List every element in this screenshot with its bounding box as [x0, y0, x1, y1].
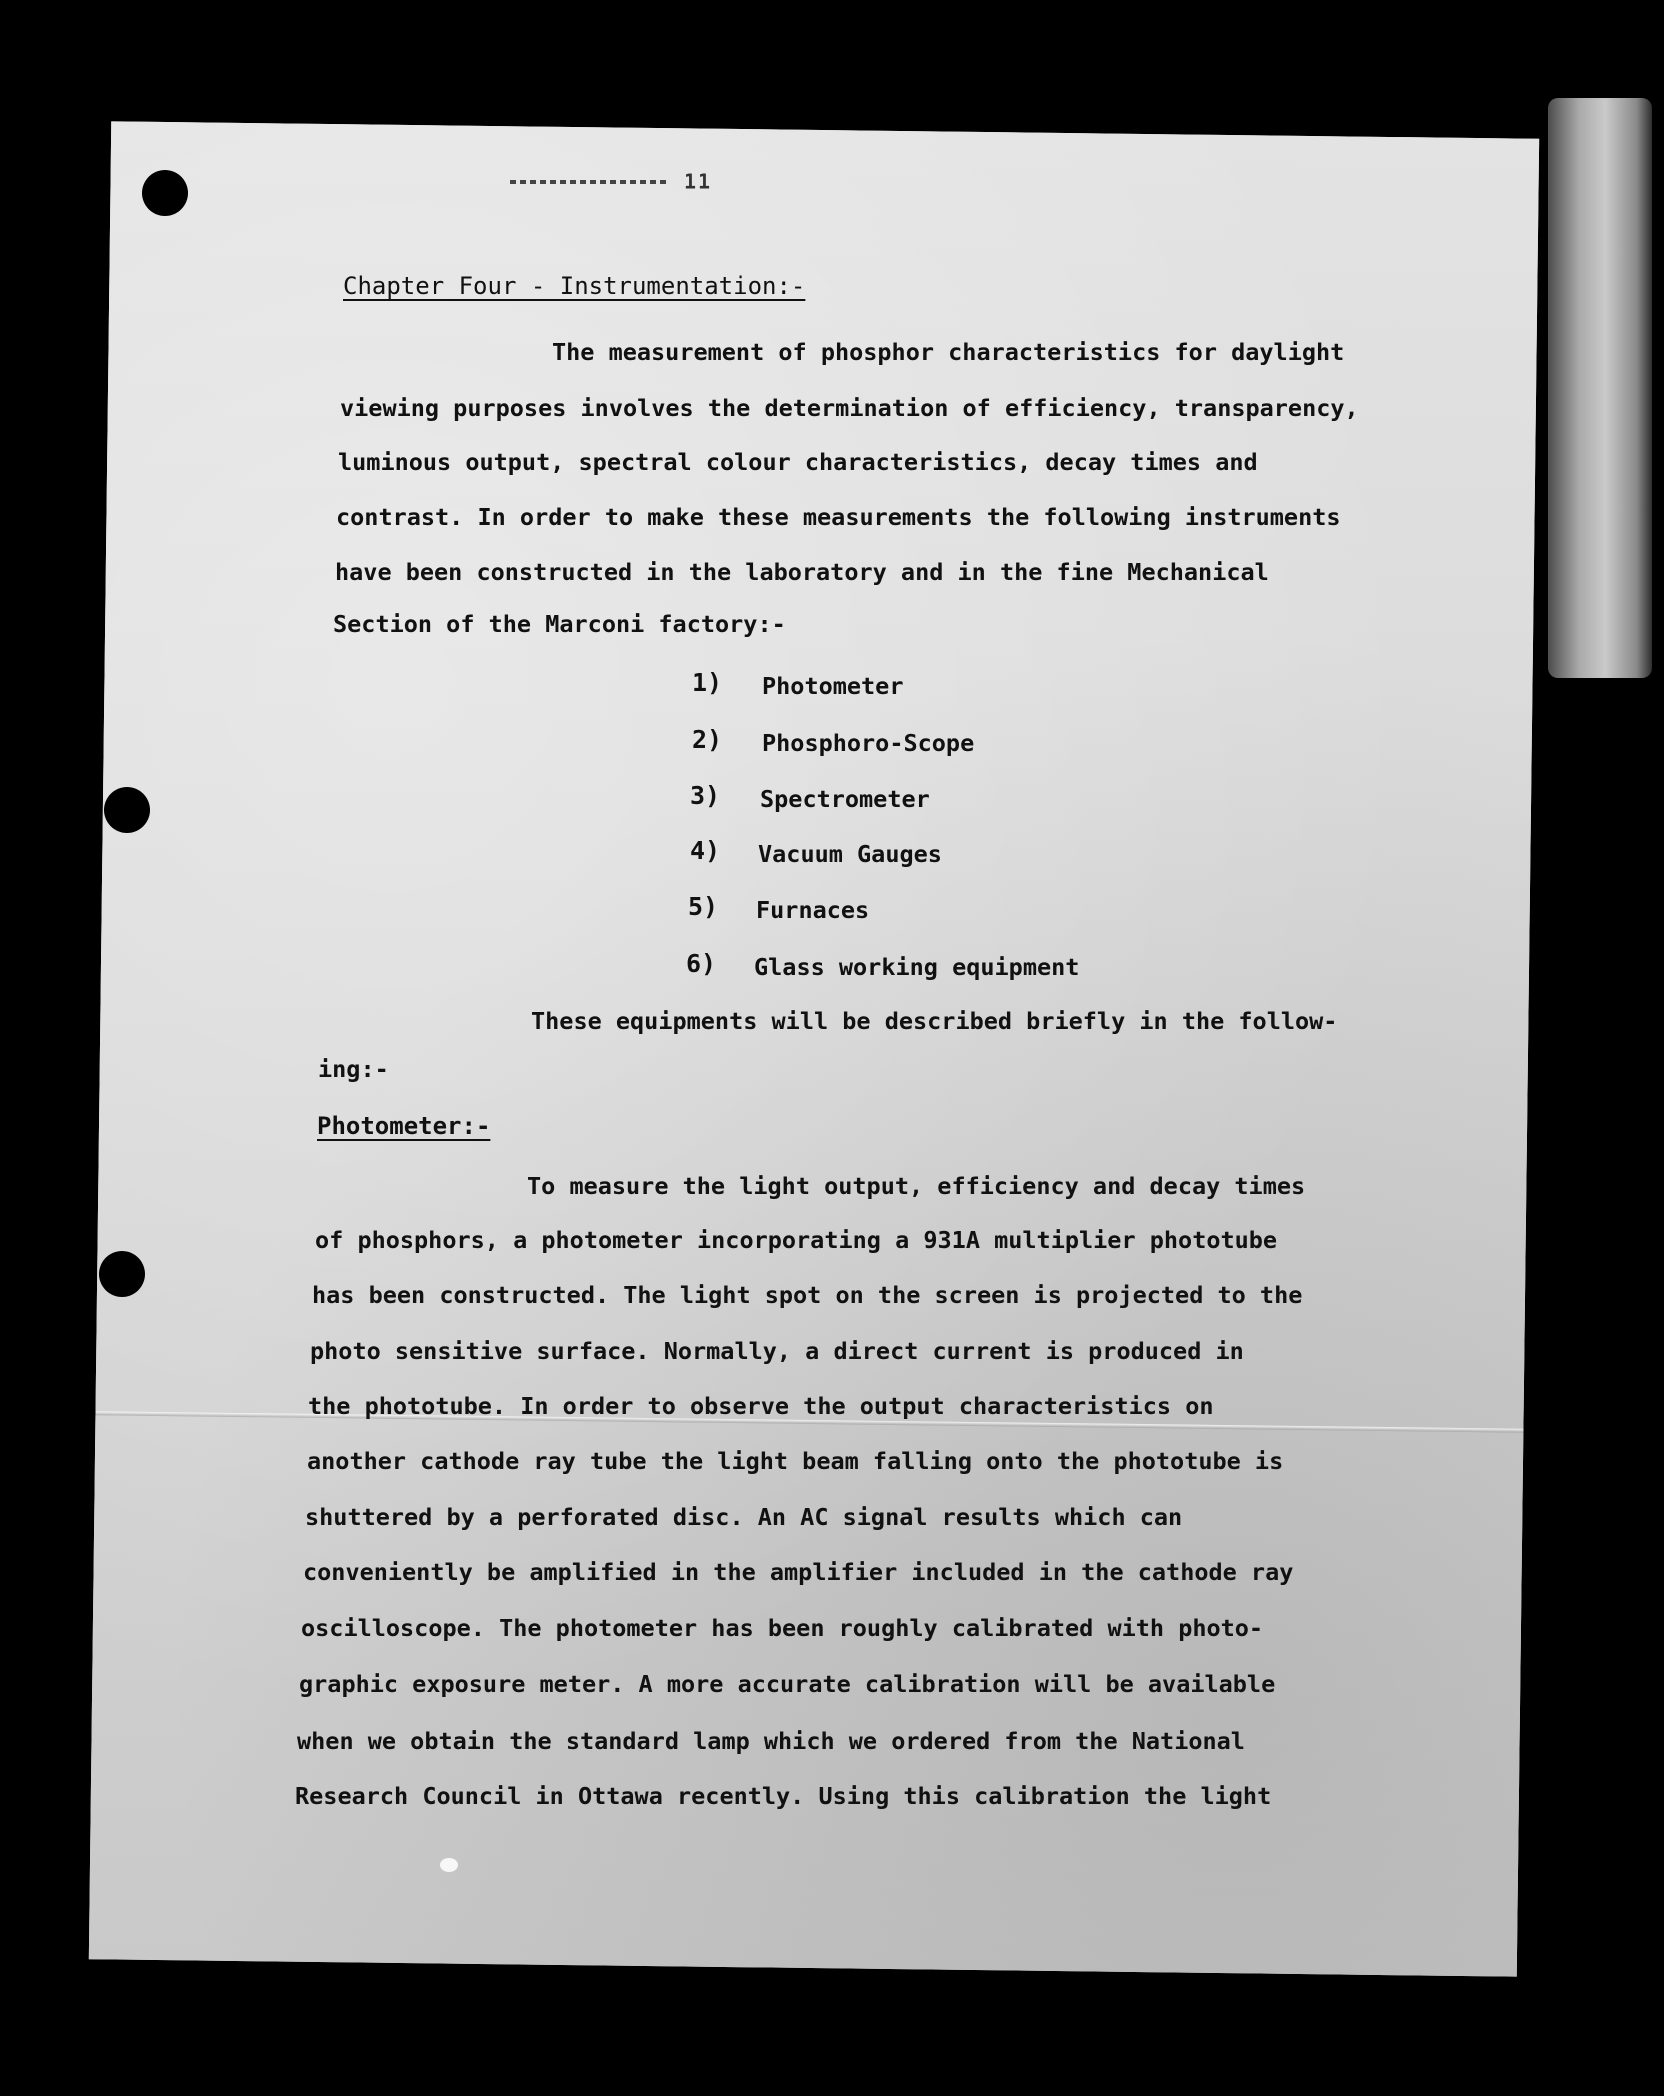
list-item-number: 3) [690, 781, 721, 810]
page-header [510, 168, 750, 198]
intro-line-2: viewing purposes involves the determination of efficiency, transparency, [340, 394, 1359, 422]
list-item-label: Glass working equipment [754, 953, 1080, 981]
following-line-2: ing:- [318, 1055, 389, 1083]
paragraph-line: graphic exposure meter. A more accurate calibration will be available [299, 1670, 1276, 1698]
punch-hole-middle [104, 787, 150, 833]
paragraph-line: To measure the light output, efficiency and decay times [527, 1172, 1306, 1200]
intro-line-5: have been constructed in the laboratory and in the fine Mechanical [335, 558, 1269, 586]
list-item-label: Photometer [762, 672, 904, 700]
list-item-number: 2) [692, 725, 723, 754]
punch-hole-bottom [99, 1251, 145, 1297]
list-item-label: Vacuum Gauges [758, 840, 942, 868]
list-item-label: Phosphoro-Scope [762, 729, 975, 757]
following-line-1: These equipments will be described briefly in the follow- [531, 1007, 1338, 1035]
paragraph-line: oscilloscope. The photometer has been roughly calibrated with photo- [301, 1614, 1264, 1642]
list-item-label: Spectrometer [760, 785, 930, 813]
list-item-number: 5) [688, 892, 719, 921]
list-item-number: 4) [690, 836, 721, 865]
paragraph-line: Research Council in Ottawa recently. Using this calibration the light [295, 1782, 1272, 1810]
list-item-number: 6) [686, 949, 717, 978]
list-item-number: 1) [692, 668, 723, 697]
paragraph-line: conveniently be amplified in the amplifier included in the cathode ray [303, 1558, 1294, 1586]
intro-line-1: The measurement of phosphor characteristics for daylight [552, 338, 1345, 366]
paragraph-line: another cathode ray tube the light beam falling onto the phototube is [307, 1447, 1284, 1475]
paragraph-line: the phototube. In order to observe the output characteristics on [308, 1392, 1214, 1420]
punch-hole-top [142, 170, 188, 216]
intro-line-4: contrast. In order to make these measurements the following instruments [336, 503, 1341, 531]
paragraph-line: when we obtain the standard lamp which we ordered from the National [297, 1727, 1245, 1755]
header-dash-rule [510, 180, 670, 184]
paper-blemish [440, 1858, 458, 1872]
section-title: Photometer:- [317, 1112, 491, 1140]
paragraph-line: photo sensitive surface. Normally, a direct current is produced in [310, 1337, 1244, 1365]
paragraph-line: of phosphors, a photometer incorporating a 931A multiplier phototube [315, 1226, 1278, 1254]
intro-line-6: Section of the Marconi factory:- [333, 610, 786, 638]
chapter-title: Chapter Four - Instrumentation:- [343, 272, 806, 300]
adjacent-page-edge [1548, 98, 1652, 678]
paragraph-line: shuttered by a perforated disc. An AC signal results which can [305, 1503, 1183, 1531]
list-item-label: Furnaces [756, 896, 870, 924]
intro-line-3: luminous output, spectral colour characteristics, decay times and [338, 448, 1258, 476]
page-number: 11 [684, 169, 713, 194]
paragraph-line: has been constructed. The light spot on the screen is projected to the [312, 1281, 1303, 1309]
